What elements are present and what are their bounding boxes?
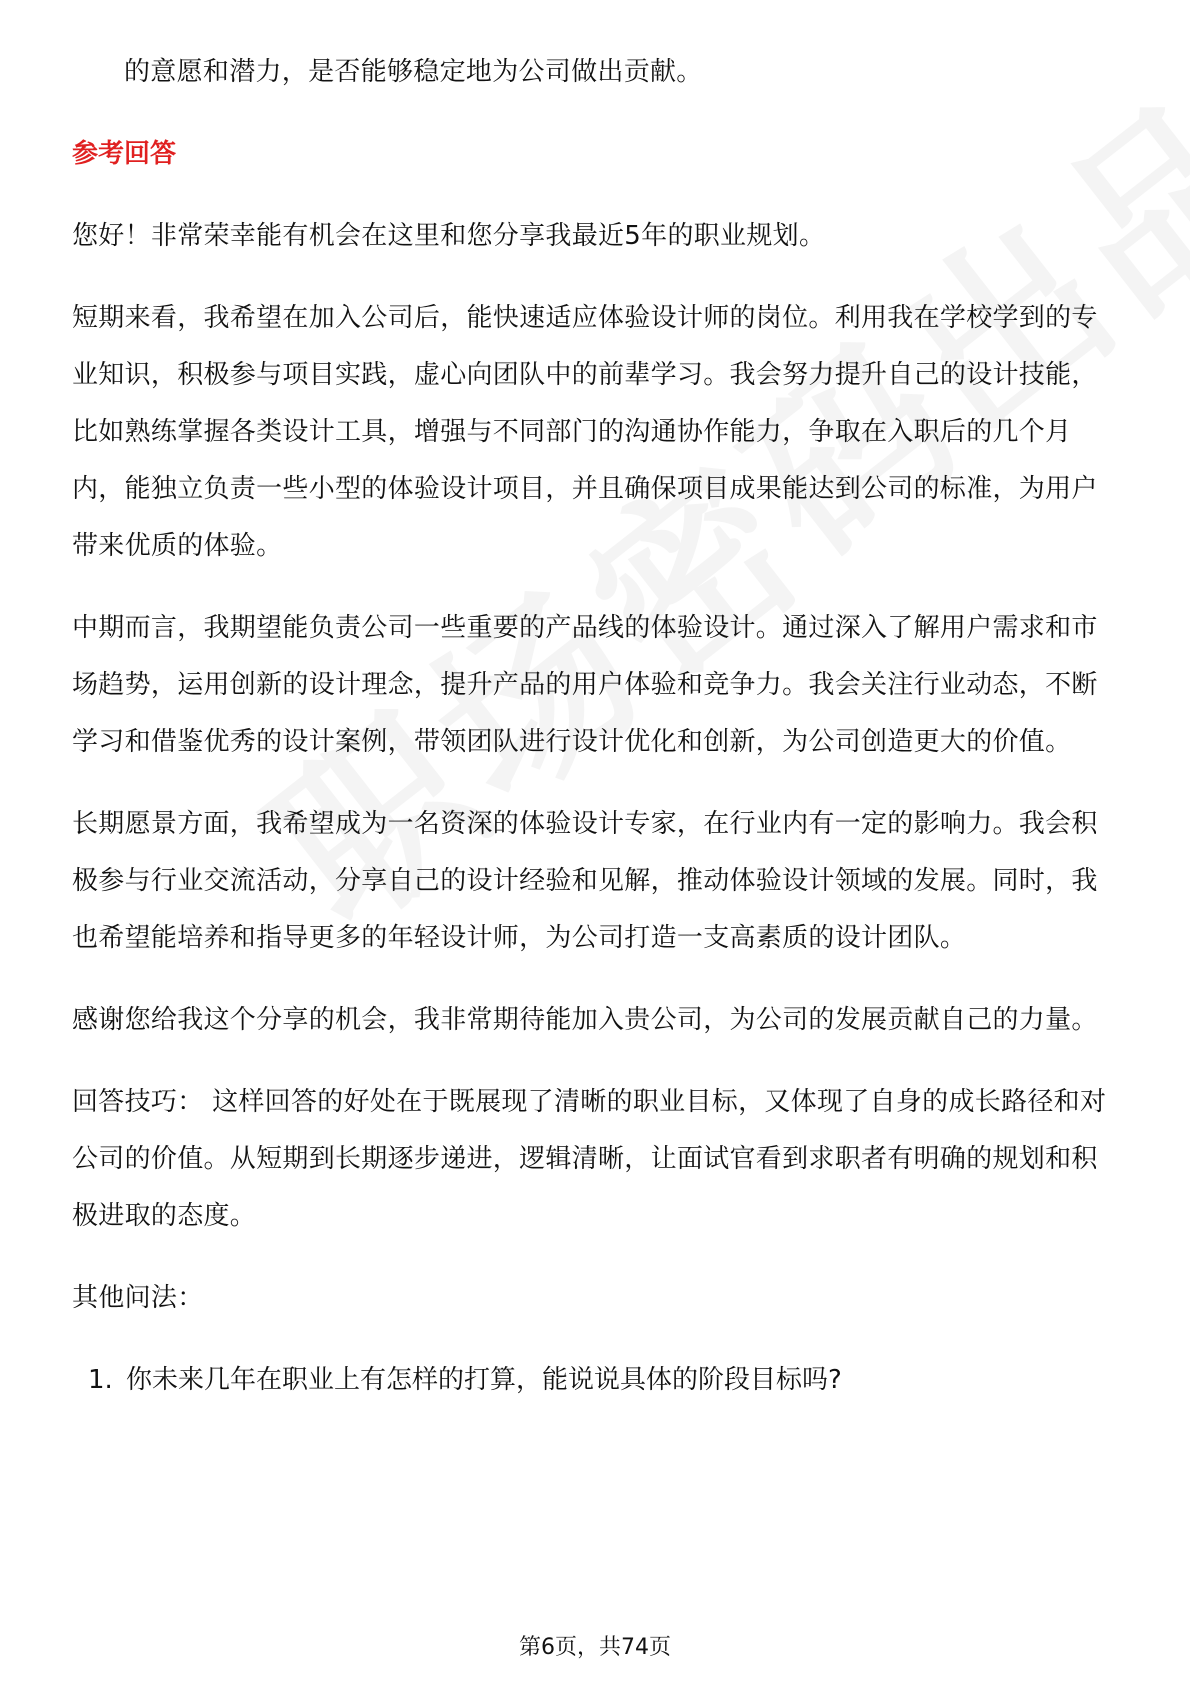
list-item [72,1352,1122,1409]
other-questions-label: 其他问法： [72,1283,204,1313]
list-item-number: 1. [88,1365,113,1395]
greeting-paragraph: 您好！非常荣幸能有机会在这里和您分享我最近5年的职业规划。 [72,221,826,251]
short-term-paragraph: 短期来看，我希望在加入公司后，能快速适应体验设计师的岗位。利用我在学校学到的专业知识，积极参与项目实践，虚心向团队中的前辈学习。我会努力提升自己的设计技能，比如熟练掌握各类设计工具，增强与不同部门的沟通协作能力，争取在入职后的几个月内，能独立负责一些小型的体验设计项目，并且确保项目成果能达到公司的标准，为用户带来优质的体验。 [72,303,1098,561]
mid-term-paragraph: 中期而言，我期望能负责公司一些重要的产品线的体验设计。通过深入了解用户需求和市场趋势，运用创新的设计理念，提升产品的用户体验和竞争力。我会关注行业动态，不断学习和借鉴优秀的设计案例，带领团队进行设计优化和创新，为公司创造更大的价值。 [72,613,1098,757]
reference-answer-heading: 参考回答 [72,139,177,169]
other-questions-list [72,1352,1122,1409]
long-term-paragraph: 长期愿景方面，我希望成为一名资深的体验设计专家，在行业内有一定的影响力。我会积极参与行业交流活动，分享自己的设计经验和见解，推动体验设计领域的发展。同时，我也希望能培养和指导更多的年轻设计师，为公司打造一支高素质的设计团队。 [72,809,1098,953]
intro-continuation: 的意愿和潜力，是否能够稳定地为公司做出贡献。 [124,57,703,87]
page-number-footer: 第6页，共74页 [519,1635,671,1660]
document-body [72,44,1122,1409]
tips-paragraph: 回答技巧： 这样回答的好处在于既展现了清晰的职业目标，又体现了自身的成长路径和对公司的价值。从短期到长期逐步递进，逻辑清晰，让面试官看到求职者有明确的规划和积极进取的态度。 [72,1087,1107,1231]
thanks-paragraph: 感谢您给我这个分享的机会，我非常期待能加入贵公司，为公司的发展贡献自己的力量。 [72,1005,1098,1035]
list-item-text: 你未来几年在职业上有怎样的打算，能说说具体的阶段目标吗? [126,1365,842,1395]
